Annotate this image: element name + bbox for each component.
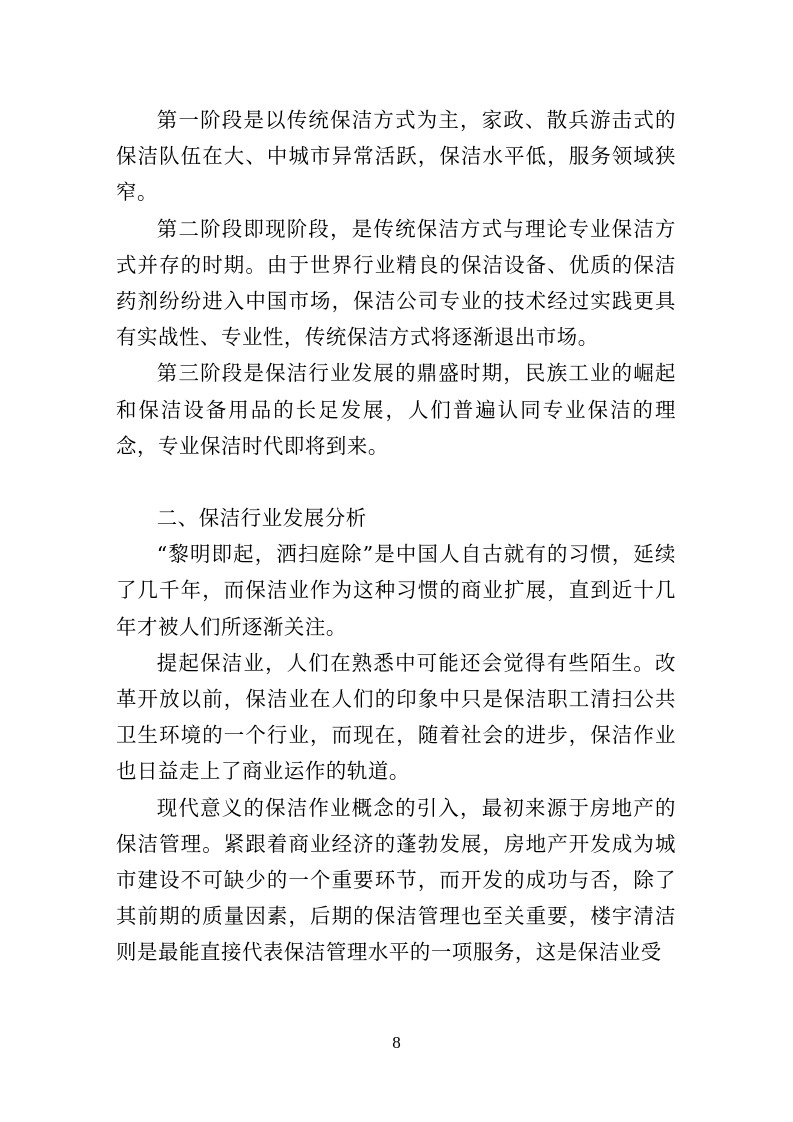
paragraph-cleaning-industry: 提起保洁业，人们在熟悉中可能还会觉得有些陌生。改革开放以前，保洁业在人们的印象中只是保洁职工清扫公共卫生环境的一个行业，而现在，随着社会的进步，保洁作业也日益走上了商业运作的轨道。 xyxy=(116,650,676,784)
paragraph-stage-one: 第一阶段是以传统保洁方式为主，家政、散兵游击式的保洁队伍在大、中城市异常活跃，保洁水平低，服务领域狭窄。 xyxy=(116,108,676,205)
paragraph-stage-three: 第三阶段是保洁行业发展的鼎盛时期，民族工业的崛起和保洁设备用品的长足发展，人们普遍认同专业保洁的理念，专业保洁时代即将到来。 xyxy=(116,361,676,458)
page-body xyxy=(116,102,676,971)
paragraph-modern-concept: 现代意义的保洁作业概念的引入，最初来源于房地产的保洁管理。紧跟着商业经济的蓬勃发展，房地产开发成为城市建设不可缺少的一个重要环节，而开发的成功与否，除了其前期的质量因素，后期的保洁管理也至关重要，楼宇清洁则是最能直接代表保洁管理水平的一项服务，这是保洁业受 xyxy=(116,795,676,965)
paragraph-dawn-sweeping: “黎明即起，洒扫庭除”是中国人自古就有的习惯，延续了几千年，而保洁业作为这种习惯的商业扩展，直到近十几年才被人们所逐渐关注。 xyxy=(116,542,676,639)
page-number: 8 xyxy=(392,1033,401,1052)
section-heading: 二、保洁行业发展分析 xyxy=(156,506,367,531)
paragraph-stage-two: 第二阶段即现阶段，是传统保洁方式与理论专业保洁方式并存的时期。由于世界行业精良的保洁设备、优质的保洁药剂纷纷进入中国市场，保洁公司专业的技术经过实践更具有实战性、专业性，传统保洁方式将逐渐退出市场。 xyxy=(116,216,676,350)
